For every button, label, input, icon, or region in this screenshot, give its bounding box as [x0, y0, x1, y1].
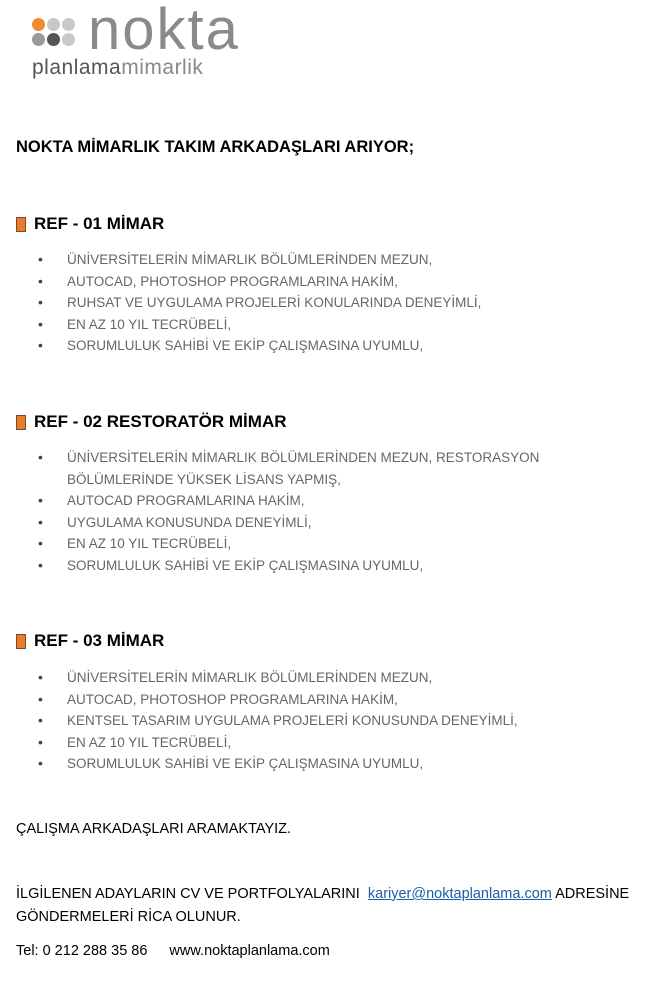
list-item: • KENTSEL TASARIM UYGULAMA PROJELERİ KONUSUNDA DENEYİMLİ,	[0, 710, 640, 732]
career-email-link[interactable]: kariyer@noktaplanlama.com	[367, 886, 552, 902]
ref-03-requirements	[0, 667, 640, 775]
logo-dot	[32, 18, 45, 31]
list-item: • SORUMLULUK SAHİBİ VE EKİP ÇALIŞMASINA UYUMLU,	[0, 555, 640, 577]
company-logo	[30, 0, 260, 82]
list-item: • ÜNİVERSİTELERİN MİMARLIK BÖLÜMLERİNDEN MEZUN,	[0, 667, 640, 689]
ref-02-requirements	[0, 447, 640, 576]
closing-text: ÇALIŞMA ARKADAŞLARI ARAMAKTAYIZ.	[16, 821, 292, 837]
logo-dot	[62, 18, 75, 31]
list-item: • EN AZ 10 YIL TECRÜBELİ,	[0, 732, 640, 754]
list-item: • AUTOCAD PROGRAMLARINA HAKİM,	[0, 490, 640, 512]
contact-line	[16, 940, 646, 963]
ref-title: REF - 03 MİMAR	[34, 631, 165, 650]
logo-subtitle	[32, 56, 203, 80]
logo-dot	[47, 18, 60, 31]
orange-square-icon	[16, 634, 26, 649]
logo-dot	[62, 33, 75, 46]
list-item: • UYGULAMA KONUSUNDA DENEYİMLİ,	[0, 512, 640, 534]
list-item: • SORUMLULUK SAHİBİ VE EKİP ÇALIŞMASINA UYUMLU,	[0, 335, 640, 357]
logo-dot	[32, 33, 45, 46]
list-item: • RUHSAT VE UYGULAMA PROJELERİ KONULARINDA DENEYİMLİ,	[0, 292, 640, 314]
ref-01-requirements	[0, 249, 640, 357]
ref-03-heading	[16, 631, 164, 651]
logo-sub-mimarlik: mimarlik	[121, 56, 204, 79]
apply-text	[16, 883, 646, 929]
website-address: www.noktaplanlama.com	[169, 943, 330, 959]
page-heading: NOKTA MİMARLIK TAKIM ARKADAŞLARI ARIYOR;	[16, 138, 415, 156]
list-item: • ÜNİVERSİTELERİN MİMARLIK BÖLÜMLERİNDEN MEZUN,	[0, 249, 640, 271]
logo-dot	[47, 33, 60, 46]
orange-square-icon	[16, 415, 26, 430]
list-item: • AUTOCAD, PHOTOSHOP PROGRAMLARINA HAKİM,	[0, 271, 640, 293]
apply-after: ADRESİNE GÖNDERMELERİ RİCA OLUNUR.	[16, 886, 630, 925]
ref-title: REF - 02 RESTORATÖR MİMAR	[34, 412, 287, 431]
list-item: • SORUMLULUK SAHİBİ VE EKİP ÇALIŞMASINA UYUMLU,	[0, 753, 640, 775]
list-item: • EN AZ 10 YIL TECRÜBELİ,	[0, 533, 640, 555]
phone-number: Tel: 0 212 288 35 86	[16, 943, 148, 959]
ref-01-heading	[16, 214, 164, 234]
list-item: • EN AZ 10 YIL TECRÜBELİ,	[0, 314, 640, 336]
orange-square-icon	[16, 217, 26, 232]
logo-sub-planlama: planlama	[32, 56, 122, 79]
ref-02-heading	[16, 412, 287, 432]
logo-wordmark: nokta	[88, 0, 240, 62]
list-item: • ÜNİVERSİTELERİN MİMARLIK BÖLÜMLERİNDEN MEZUN, RESTORASYON BÖLÜMLERİNDE YÜKSEK LİSANS YAPMIŞ,	[0, 447, 640, 490]
list-item: • AUTOCAD, PHOTOSHOP PROGRAMLARINA HAKİM,	[0, 689, 640, 711]
ref-title: REF - 01 MİMAR	[34, 214, 165, 233]
apply-before: İLGİLENEN ADAYLARIN CV VE PORTFOLYALARINI	[16, 886, 360, 902]
